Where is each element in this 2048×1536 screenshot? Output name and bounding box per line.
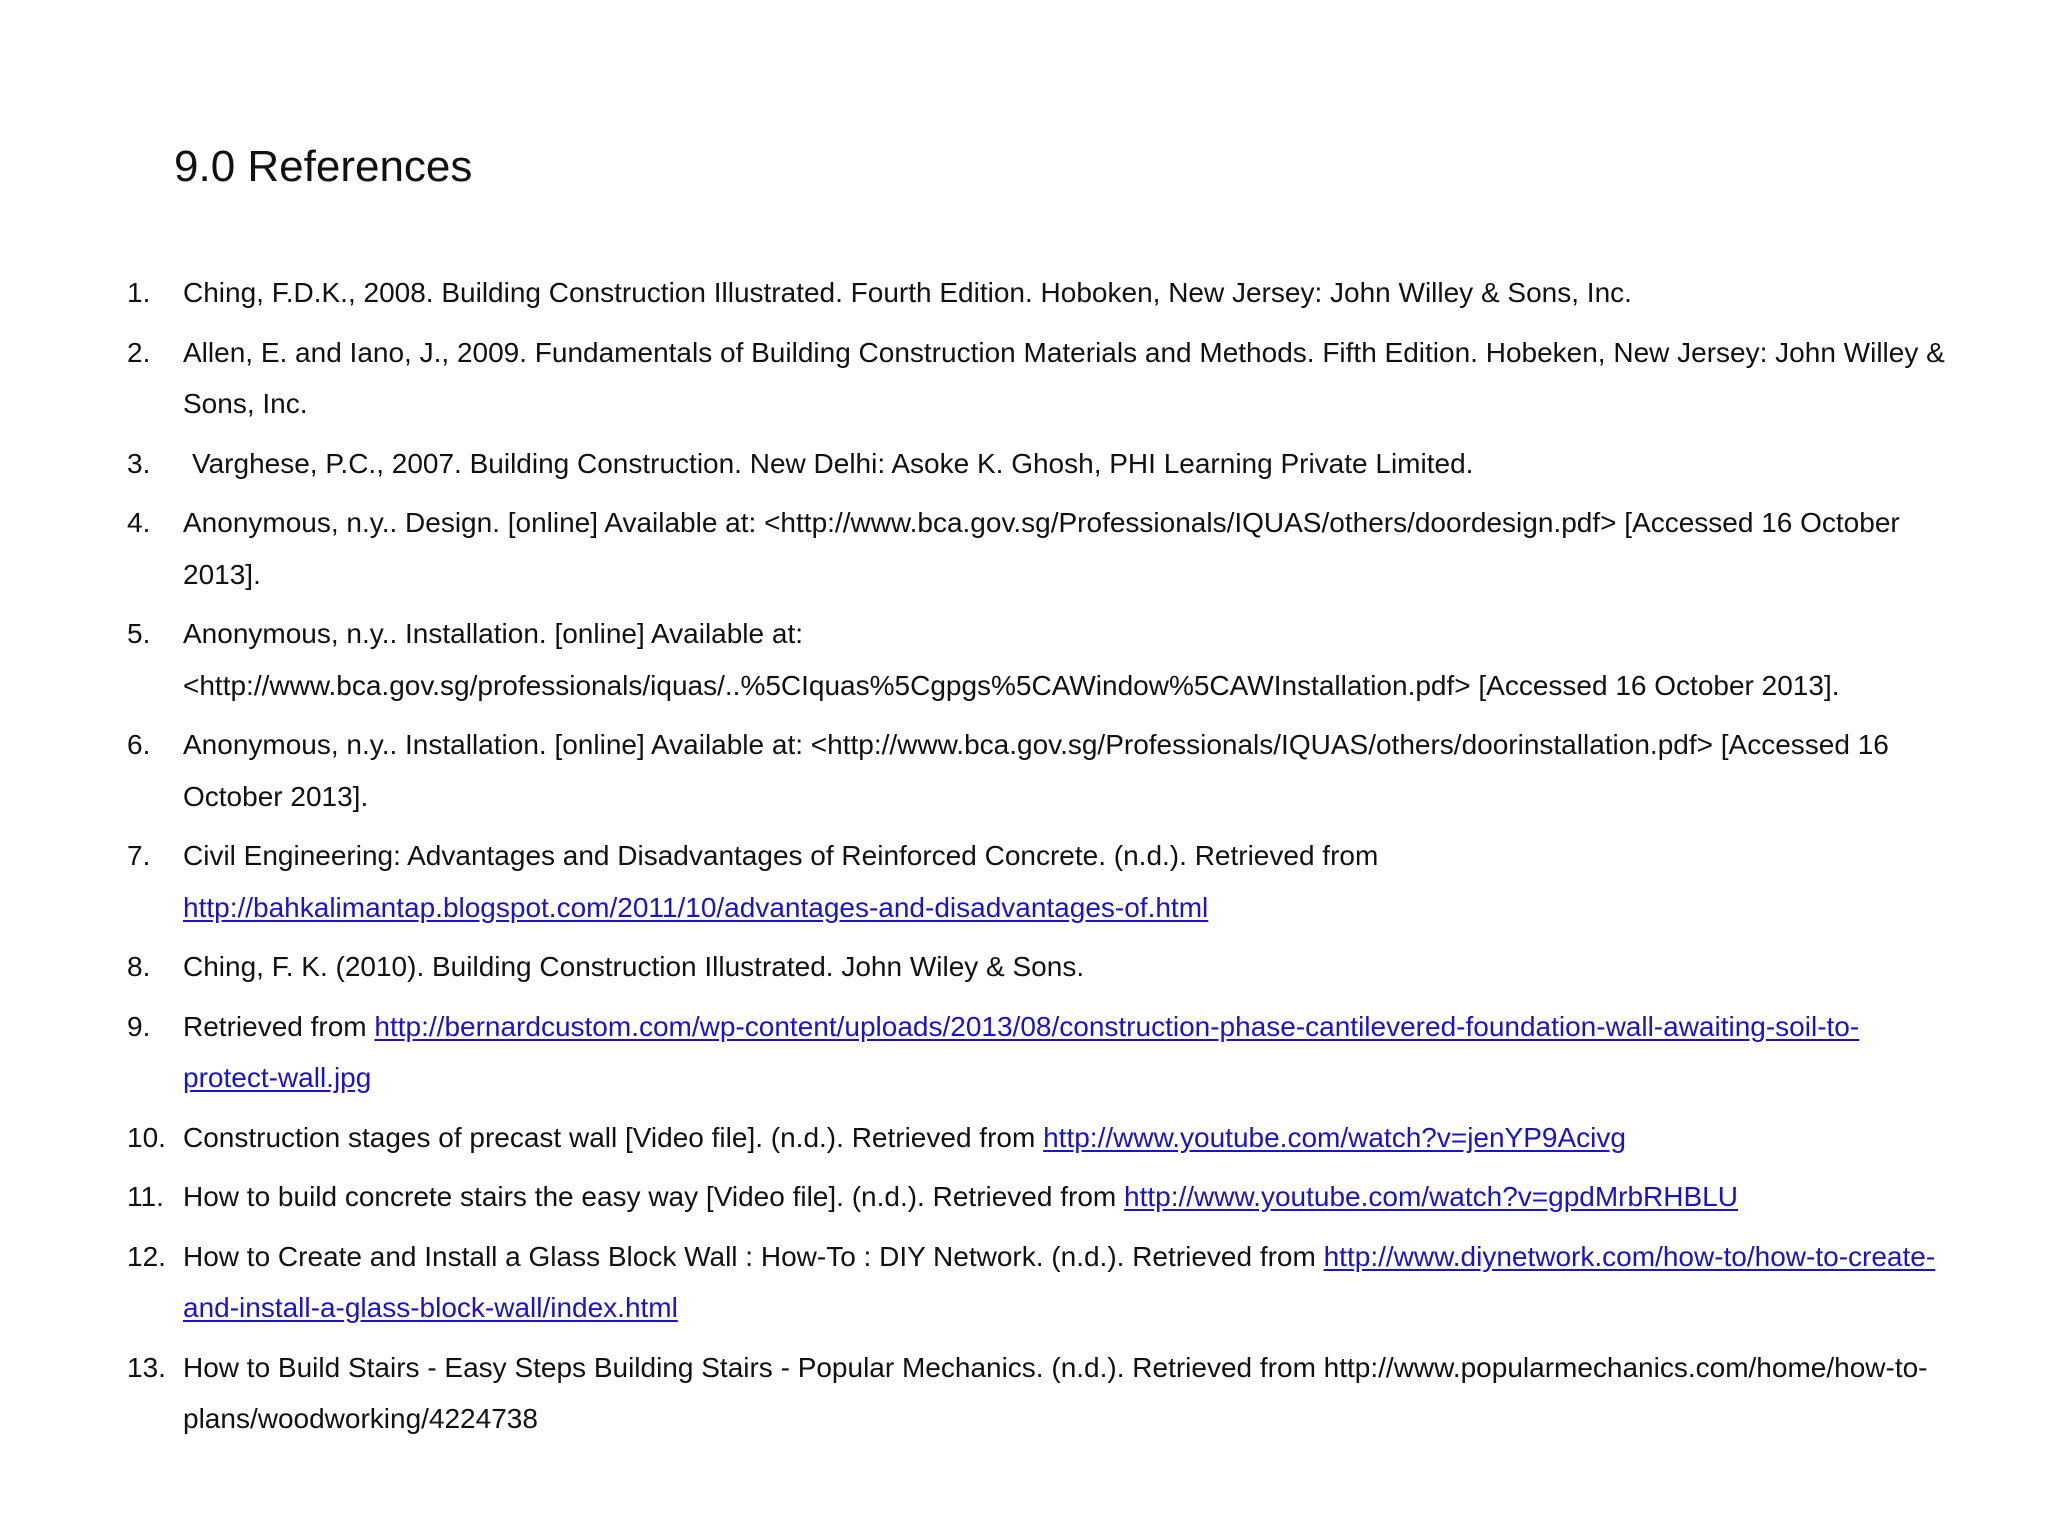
reference-citation: Construction stages of precast wall [Video file]. (n.d.). Retrieved from: [183, 1121, 1044, 1153]
reference-item-1: [0, 267, 2048, 319]
reference-list: [0, 267, 2048, 1453]
reference-item-5: [0, 608, 2048, 711]
reference-item-8: [0, 941, 2048, 993]
reference-number: 10.: [127, 1121, 166, 1153]
reference-text-line-1: Anonymous, n.y.. Installation. [online] Available at:: [183, 618, 804, 649]
reference-text: Varghese, P.C., 2007. Building Construction. New Delhi: Asoke K. Ghosh, PHI Learning Private Limited.: [192, 447, 1474, 479]
reference-item-10: [0, 1112, 2048, 1164]
reference-link[interactable]: http://www.diynetwork.com/how-to/how-to-create-and-install-a-glass-block-wall/index.html: [183, 1240, 1936, 1323]
reference-item-4: [0, 497, 2048, 600]
reference-text: Allen, E. and Iano, J., 2009. Fundamentals of Building Construction Materials and Methods. Fifth Edition. Hobeken, New Jersey: John Willey & Sons, Inc.: [183, 336, 1945, 419]
page-title: 9.0 References: [174, 142, 473, 191]
reference-citation: How to Create and Install a Glass Block Wall : How-To : DIY Network. (n.d.). Retrieved from: [183, 1240, 1324, 1272]
reference-item-12: [0, 1231, 2048, 1334]
reference-item-13: [0, 1342, 2048, 1445]
reference-number: 11.: [127, 1181, 164, 1212]
reference-text: [183, 830, 1953, 933]
reference-item-2: [0, 327, 2048, 430]
reference-text: [183, 1112, 1953, 1164]
reference-text: How to Build Stairs - Easy Steps Building Stairs - Popular Mechanics. (n.d.). Retrieved from http://www.popularmechanics.com/home/how-to-plans/woodworking/4224738: [183, 1351, 1928, 1434]
reference-citation: Retrieved from: [183, 1010, 375, 1042]
reference-number: 5.: [127, 618, 151, 649]
reference-number: 13.: [127, 1351, 166, 1383]
reference-text-line-2: <http://www.bca.gov.sg/professionals/iquas/..%5CIquas%5Cgpgs%5CAWindow%5CAWInstallation.pdf> [Accessed 16 October 2013].: [183, 669, 1840, 701]
reference-text: Anonymous, n.y.. Installation. [online] Available at: <http://www.bca.gov.sg/Professionals/IQUAS/others/doorinstallation.pdf> [Accessed 16 October 2013].: [183, 729, 1889, 812]
reference-item-7: [0, 830, 2048, 933]
reference-link[interactable]: http://bernardcustom.com/wp-content/uploads/2013/08/construction-phase-cantilevered-foundation-wall-awaiting-soil-to-protect-wall.jpg: [183, 1010, 1860, 1093]
reference-link[interactable]: http://bahkalimantap.blogspot.com/2011/10/advantages-and-disadvantages-of.html: [183, 891, 1209, 923]
reference-text: Ching, F.D.K., 2008. Building Construction Illustrated. Fourth Edition. Hoboken, New Jersey: John Willey & Sons, Inc.: [183, 277, 1632, 308]
reference-number: 7.: [127, 840, 151, 871]
reference-number: 12.: [127, 1240, 166, 1272]
reference-citation: Civil Engineering: Advantages and Disadvantages of Reinforced Concrete. (n.d.). Retrieved from: [183, 840, 1379, 871]
reference-link[interactable]: http://www.youtube.com/watch?v=gpdMrbRHBLU: [1124, 1181, 1738, 1212]
reference-item-9: [0, 1001, 2048, 1104]
reference-number: 2.: [127, 336, 151, 368]
reference-item-6: [0, 719, 2048, 822]
reference-text: [183, 1231, 1953, 1334]
reference-number: 8.: [127, 951, 151, 982]
reference-citation: How to build concrete stairs the easy way [Video file]. (n.d.). Retrieved from: [183, 1181, 1125, 1212]
reference-text: [183, 1171, 1953, 1223]
reference-number: 4.: [127, 507, 151, 538]
reference-number: 1.: [127, 277, 151, 308]
reference-text: Ching, F. K. (2010). Building Construction Illustrated. John Wiley & Sons.: [183, 951, 1085, 982]
reference-text: [183, 608, 1953, 711]
reference-number: 3.: [127, 447, 151, 479]
reference-text: [183, 1001, 1953, 1104]
reference-link[interactable]: http://www.youtube.com/watch?v=jenYP9Acivg: [1043, 1121, 1626, 1153]
reference-number: 6.: [127, 729, 151, 760]
reference-text: Anonymous, n.y.. Design. [online] Available at: <http://www.bca.gov.sg/Professionals/IQUAS/others/doordesign.pdf> [Accessed 16 October 2013].: [183, 507, 1900, 590]
reference-number: 9.: [127, 1010, 151, 1042]
reference-item-3: [0, 438, 2048, 490]
reference-item-11: [0, 1171, 2048, 1223]
